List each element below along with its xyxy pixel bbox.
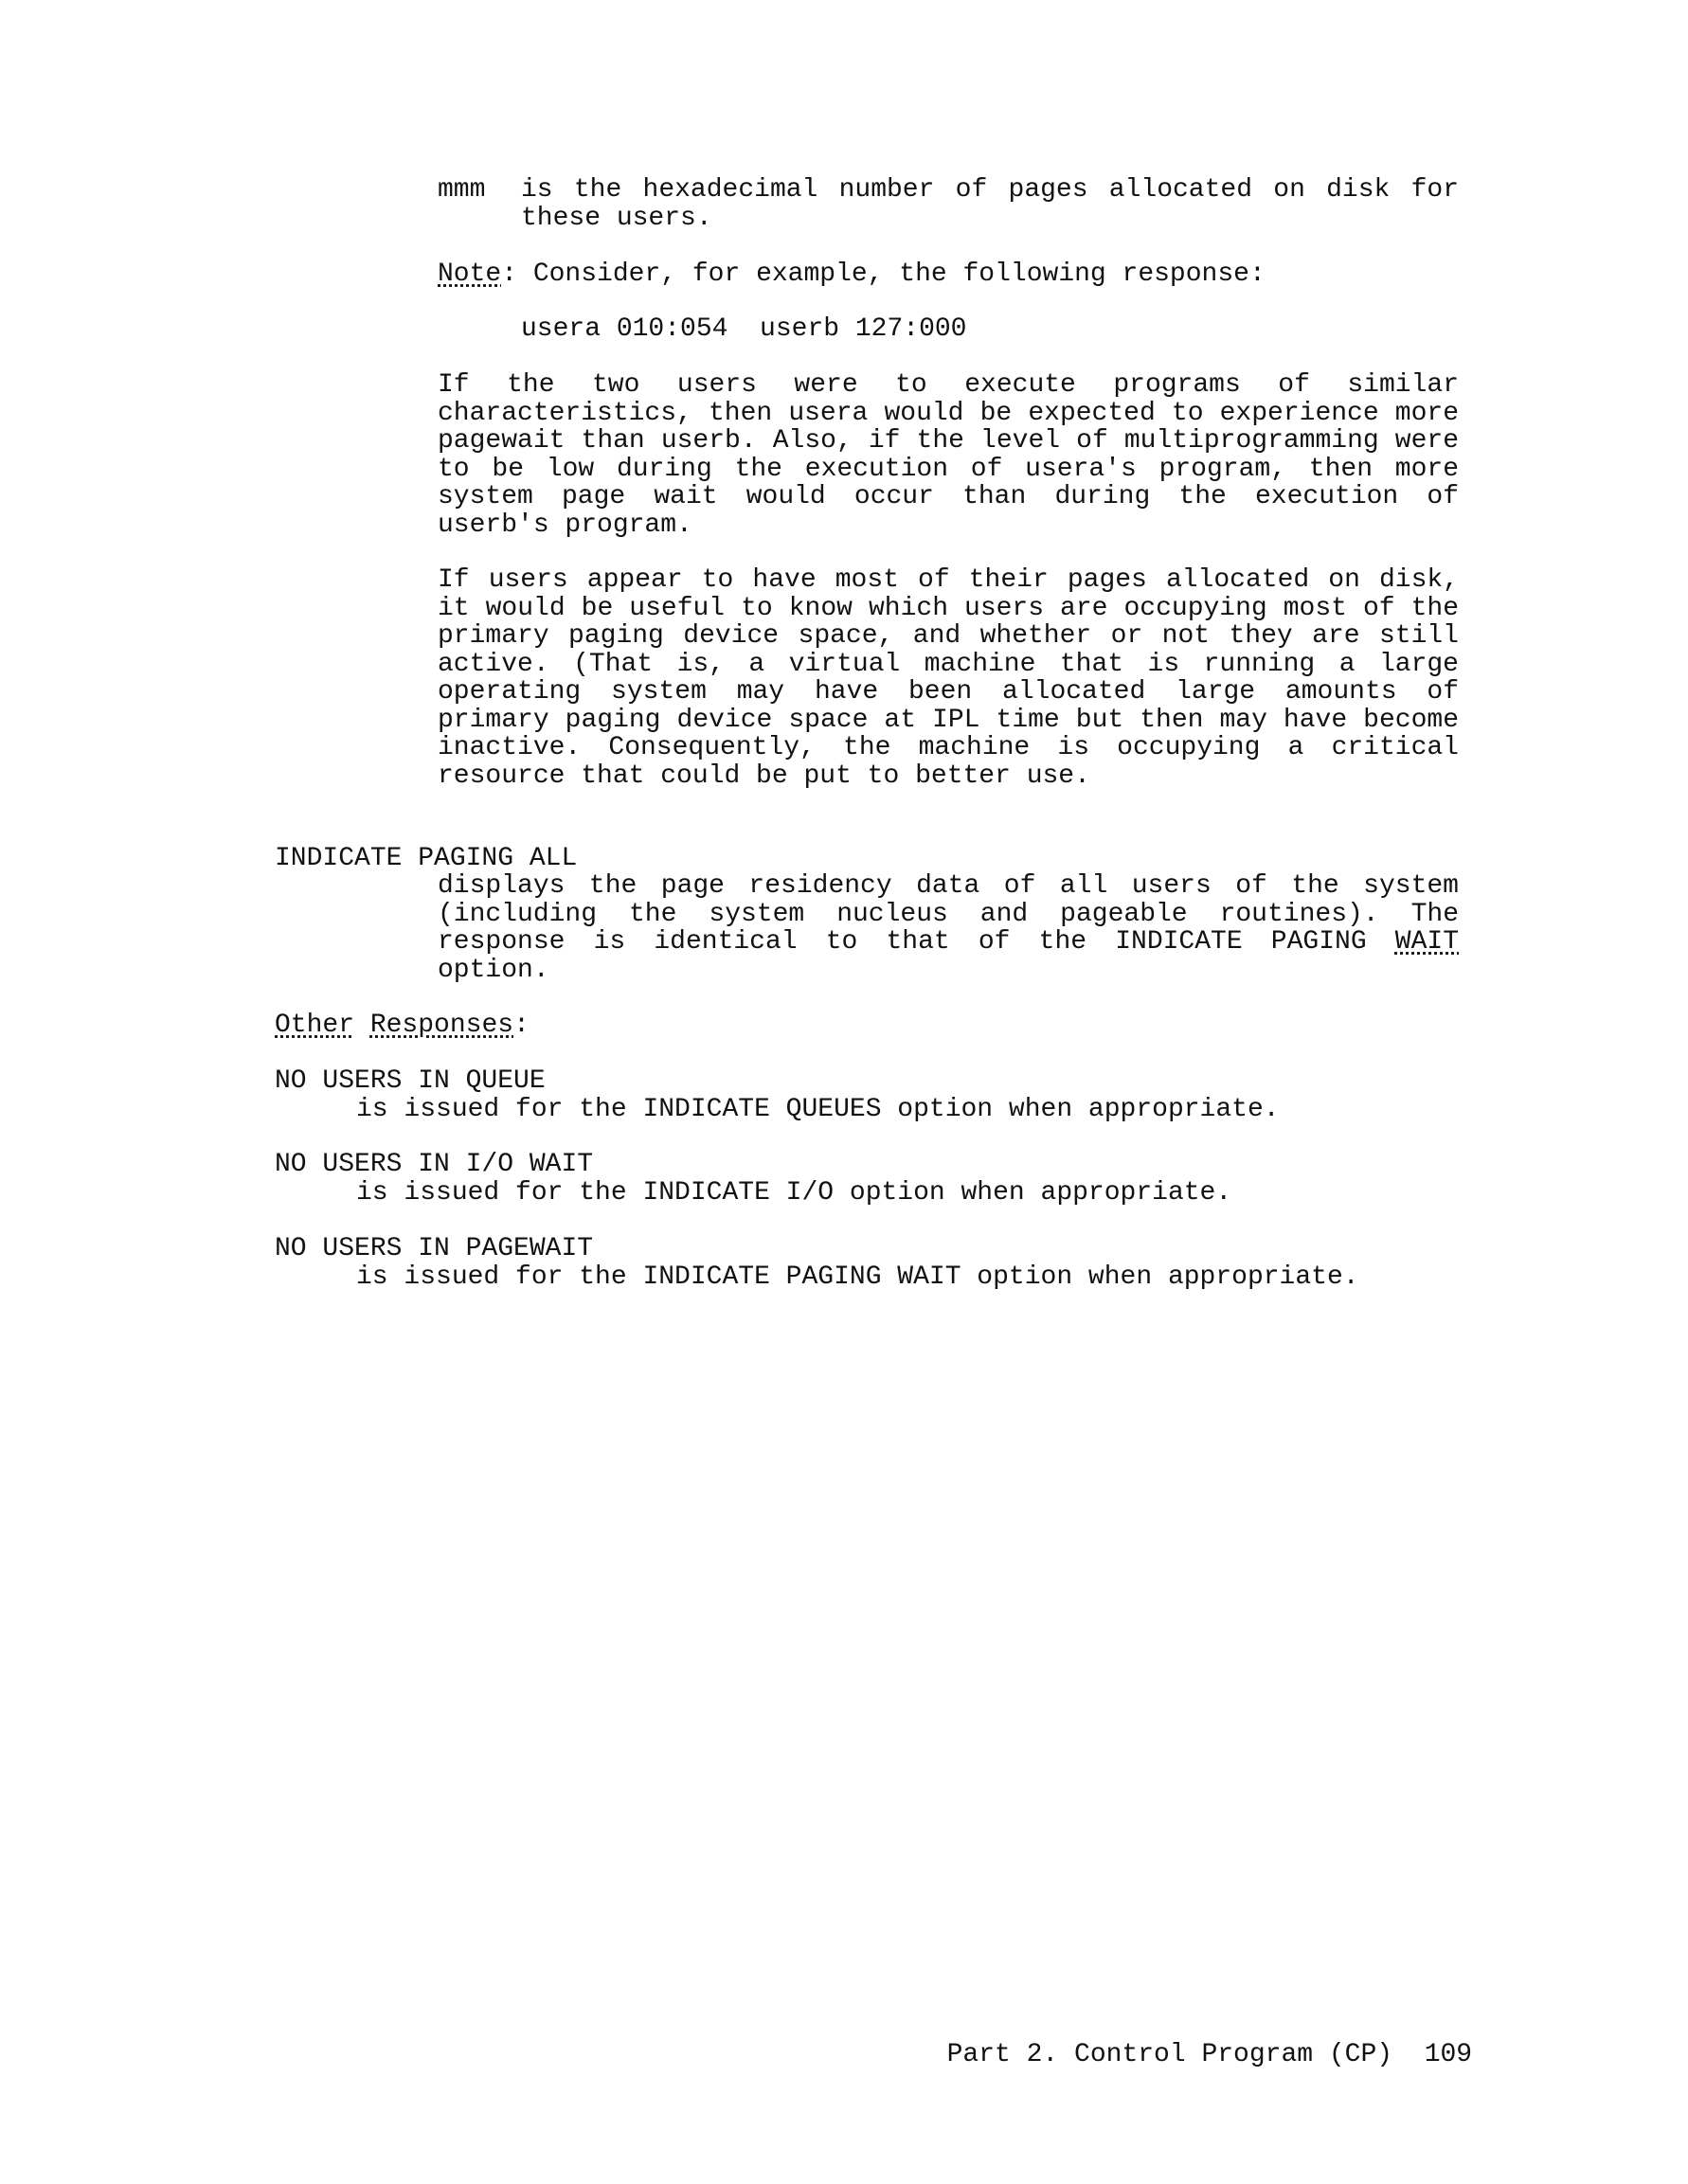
footer-text: Part 2. Control Program (CP) (946, 2039, 1393, 2069)
response-item (275, 1151, 1231, 1207)
mmm-term: mmm (438, 175, 486, 205)
response-term: NO USERS IN I/O WAIT (275, 1150, 594, 1179)
response-desc: is issued for the INDICATE PAGING WAIT option when appropriate. (356, 1262, 1359, 1292)
page-footer (915, 2013, 1472, 2068)
other-responses-colon: : (513, 1011, 530, 1040)
page-number: 109 (1424, 2039, 1473, 2069)
response-item (275, 1067, 1280, 1123)
note-label: Note (438, 260, 502, 289)
indicate-all-desc-wait: WAIT (1394, 927, 1459, 957)
indicate-all-desc-after: option. (438, 955, 549, 985)
paragraph-primary-paging: If users appear to have most of their pages allocated on disk, it would be useful to know which users are occupying most of the primary paging device space, and whether or not they are still active. (That is, a virtual machine that is running a large operating system may have been allocated large amounts of primary paging device space at IPL time but then may have become inactive. Consequently, the machine is occupying a critical resource that could be put to better use. (438, 565, 1459, 791)
indicate-all-desc-before: displays the page residency data of all users of the system (including the system nucleus and pageable routines). The response is identical to that of the INDICATE PAGING (438, 871, 1459, 957)
other-responses-word2: Responses (369, 1011, 514, 1040)
paragraph-pagewait-comparison: If the two users were to execute programs of similar characteristics, then usera would be expected to experience more pagewait than userb. Also, if the level of multiprogramming were to be low during the execution of usera's program, then more system page wait would occur than during the execution of userb's program. (438, 370, 1459, 540)
mmm-description: is the hexadecimal number of pages allocated on disk for these users. (521, 175, 1459, 233)
note-line (438, 260, 1461, 289)
indicate-paging-all-description (438, 872, 1459, 984)
response-term: NO USERS IN PAGEWAIT (275, 1234, 594, 1263)
response-term: NO USERS IN QUEUE (275, 1066, 546, 1096)
note-example: usera 010:054 userb 127:000 (521, 314, 967, 344)
other-responses-word1: Other (275, 1011, 355, 1040)
other-responses-heading (275, 1011, 530, 1040)
response-desc: is issued for the INDICATE QUEUES option when appropriate. (356, 1094, 1280, 1124)
note-text: : Consider, for example, the following response: (501, 260, 1266, 289)
response-item (275, 1235, 1359, 1291)
response-desc: is issued for the INDICATE I/O option when appropriate. (356, 1177, 1232, 1208)
indicate-paging-all-term: INDICATE PAGING ALL (275, 844, 578, 873)
